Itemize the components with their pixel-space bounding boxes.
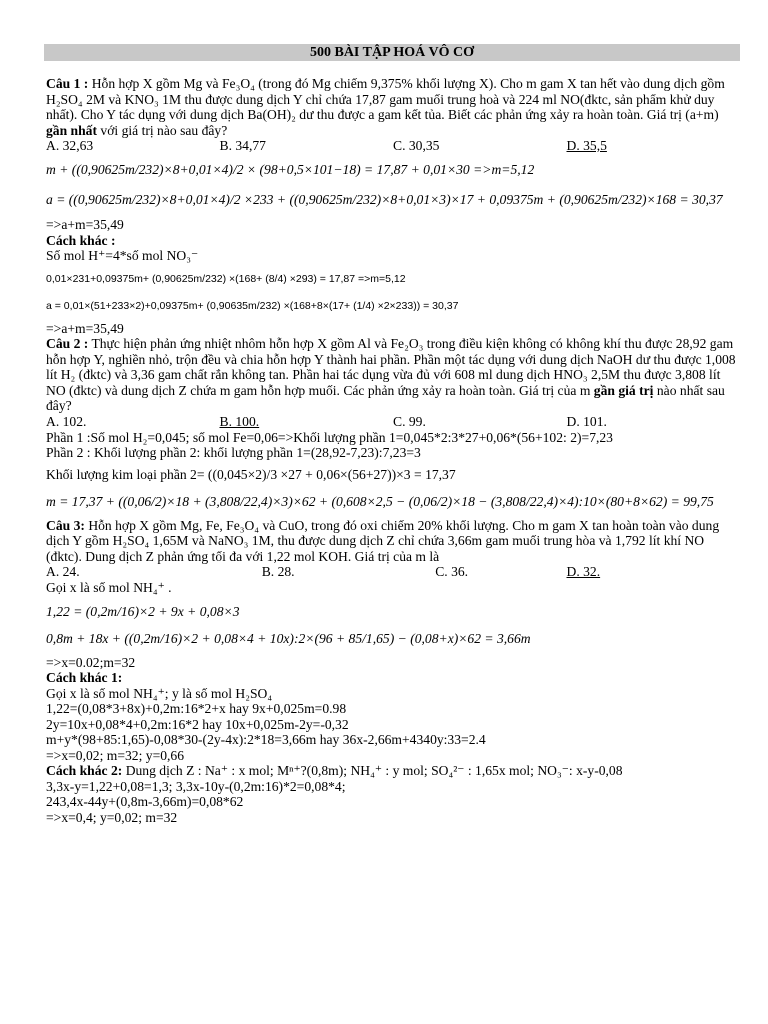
q2-text: Thực hiện phản ứng nhiệt nhôm hỗn hợp X gồm Al và Fe₂O₃ trong điều kiện không có không khí thu được 28,92 gam hỗn hợp Y, nghiền nhỏ, trộn đều và chia hỗn hợp Y thành hai phần. Phần một tác dụng với dung dịch NaOH dư thu được 1,008 lít H₂ (đktc) và 3,36 gam chất rắn không tan. Phần hai tác dụng vừa đủ với 608 ml dung dịch HNO₃ 2,5M thu được 3,808 lít NO (đktc) và dung dịch Z chứa m gam hỗn hợp muối. Các phản ứng xảy ra hoàn toàn. Giá trị của m: [46, 336, 736, 398]
q1-text: Hỗn hợp X gồm Mg và Fe₃O₄ (trong đó Mg chiếm 9,375% khối lượng X). Cho m gam X tan hết vào dung dịch gồm H₂SO₄ 2M và KNO₃ 1M thu được dung dịch Y chỉ chứa 17,87 gam muối trung hoà và 224 ml NO(đktc, sản phẩm khử duy nhất). Cho Y tác dụng với dung dịch Ba(OH)₂ dư thu được a gam kết tủa. Biết các phản ứng xảy ra hoàn toàn. Giá trị (a+m): [46, 76, 725, 122]
q2-paragraph: [46, 336, 740, 414]
q3-alt1-line-2: 1,22=(0,08*3+8x)+0,2m:16*2+x hay 9x+0,025m=0.98: [46, 701, 347, 716]
q3-alt2-line-1: Dung dịch Z : Na⁺ : x mol; Mⁿ⁺?(0,8m); NH₄⁺ : y mol; SO₄²⁻ : 1,65x mol; NO₃⁻: x-y-0,08: [125, 763, 623, 778]
q2-emphasis: gần giá trị: [593, 382, 654, 398]
q3-option-d: D. 32.: [566, 564, 601, 579]
q3-label: Câu 3:: [46, 517, 85, 533]
q1-tail: với giá trị nào sau đây?: [100, 122, 228, 138]
q1-alt-equation-1: 0,01×231+0,09375m+ (0,90625m/232) ×(168+ (8/4) ×293) = 17,87 =>m=5,12: [46, 272, 406, 285]
q3-alt2-paragraph: [46, 763, 740, 779]
q1-emphasis: gần nhất: [46, 122, 97, 138]
q1-alt-line: Số mol H⁺=4*số mol NO₃⁻: [46, 248, 199, 263]
q1-equation-2: a = ((0,90625m/232)×8+0,01×4)/2 ×233 + ((0,90625m/232)×8+0,01×3)×17 + 0,09375m + (0,90625m/232)×168 = 30,37: [46, 191, 723, 207]
q2-line-3: Khối lượng kim loại phần 2= ((0,045×2)/3 ×27 + 0,06×(56+27))×3 = 17,37: [46, 466, 456, 482]
q3-alt1-line-5: =>x=0,02; m=32; y=0,66: [46, 747, 185, 763]
q1-option-c: C. 30,35: [393, 138, 440, 153]
q1-paragraph: [46, 76, 740, 138]
q1-option-d: D. 35,5: [566, 138, 607, 153]
q3-alt1-title: Cách khác 1:: [46, 670, 123, 685]
q1-option-b: B. 34,77: [219, 138, 266, 153]
q2-line-4: m = 17,37 + ((0,06/2)×18 + (3,808/22,4)×3)×62 + (0,608×2,5 − (0,06/2)×18 − (3,808/22,4)×4):10×(80+8×62) = 99,75: [46, 494, 714, 509]
q1-alt-equation-2: a = 0,01×(51+233×2)+0,09375m+ (0,90635m/232) ×(168+8×(17+ (1/4) ×2×233)) = 30,37: [46, 300, 459, 312]
q3-alt1-line-4: m+y*(98+85:1,65)-0,08*30-(2y-4x):2*18=3,66m hay 36x-2,66m+4340y:33=2.4: [46, 732, 486, 747]
q2-option-a: A. 102.: [46, 413, 87, 429]
q2-tail: nào nhất sau đây?: [46, 382, 725, 413]
q1-alt-title: Cách khác :: [46, 232, 116, 248]
q1-options: [46, 138, 740, 154]
q3-line-1: Gọi x là số mol NH₄⁺ .: [46, 580, 172, 595]
q3-paragraph: [46, 518, 740, 565]
q2-option-d: D. 101.: [566, 413, 607, 429]
q3-equation-1: 1,22 = (0,2m/16)×2 + 9x + 0,08×3: [46, 603, 240, 619]
q2-label: Câu 2 :: [46, 336, 89, 351]
q3-text: Hỗn hợp X gồm Mg, Fe, Fe₃O₄ và CuO, trong đó oxi chiếm 20% khối lượng. Cho m gam X tan hoàn toàn vào dung dịch Y gồm H₂SO₄ 1,65M và NaNO₃ 1M, thu được dung dịch Z chỉ chứa 3,66m gam muối trung hòa và 1,792 lít khí NO (đktc). Dung dịch Z phản ứng tối đa với 1,22 mol KOH. Giá trị của m là: [46, 517, 720, 564]
title-banner: 500 BÀI TẬP HOÁ VÔ CƠ: [44, 44, 740, 61]
q2-option-b: B. 100.: [219, 413, 260, 429]
q3-alt1-line-1: Gọi x là số mol NH₄⁺; y là số mol H₂SO₄: [46, 685, 273, 701]
q3-result: =>x=0.02;m=32: [46, 654, 136, 670]
q3-alt2-line-4: =>x=0,4; y=0,02; m=32: [46, 809, 178, 825]
q2-options: [46, 414, 740, 430]
q3-option-b: B. 28.: [261, 564, 295, 579]
q3-alt2-line-3: 243,4x-44y+(0,8m-3,66m)=0,08*62: [46, 794, 244, 809]
q2-line-2: Phần 2 : Khối lượng phần 2: khối lượng phần 1=(28,92-7,23):7,23=3: [46, 445, 421, 460]
q1-equation-1: m + ((0,90625m/232)×8+0,01×4)/2 × (98+0,5×101−18) = 17,87 + 0,01×30 =>m=5,12: [46, 162, 535, 177]
q3-equation-2: 0,8m + 18x + ((0,2m/16)×2 + 0,08×4 + 10x):2×(96 + 85/1,65) − (0,08+x)×62 = 3,66m: [46, 631, 531, 646]
q3-alt1-line-3: 2y=10x+0,08*4+0,2m:16*2 hay 10x+0,025m-2y=-0,32: [46, 716, 349, 732]
q2-line-1: Phần 1 :Số mol H₂=0,045; số mol Fe=0,06=>Khối lượng phần 1=0,045*2:3*27+0,06*(56+102: 2)=7,23: [46, 429, 613, 445]
q1-alt-result: =>a+m=35,49: [46, 320, 124, 336]
q1-label: Câu 1 :: [46, 76, 89, 91]
q3-alt2-title: Cách khác 2:: [46, 763, 123, 778]
q3-option-a: A. 24.: [46, 564, 80, 579]
q3-options: [46, 564, 740, 580]
q1-option-a: A. 32,63: [46, 138, 94, 153]
q3-alt2-line-2: 3,3x-y=1,22+0,08=1,3; 3,3x-10y-(0,2m:16)*2=0,08*4;: [46, 778, 346, 794]
q1-result: =>a+m=35,49: [46, 217, 124, 232]
q2-option-c: C. 99.: [393, 413, 426, 429]
document-body: [46, 76, 740, 825]
q3-option-c: C. 36.: [435, 564, 469, 579]
